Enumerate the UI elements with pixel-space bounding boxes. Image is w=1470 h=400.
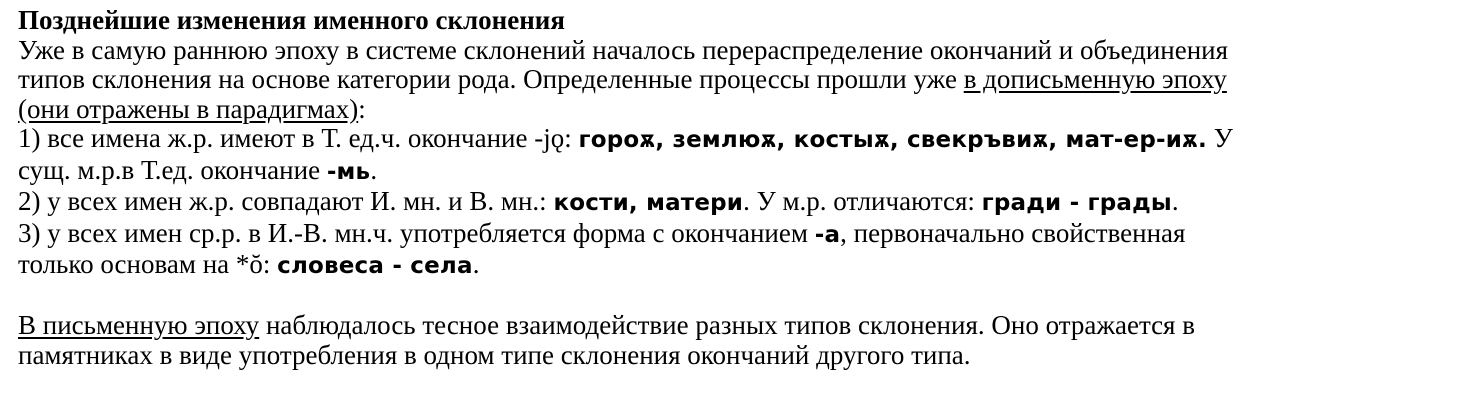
paragraph-gap [18, 282, 1470, 312]
list-item-3-cont [18, 250, 1470, 282]
old-slavonic-forms: гороѫ, землюѫ, костыѫ, свекръвиѫ, мат-ер-иѫ. [578, 127, 1207, 153]
list-item-3 [18, 219, 1470, 251]
intro-text: типов склонения на основе категории рода. Определенные процессы прошли уже [18, 64, 964, 94]
item-text: . У м.р. отличаются: [743, 186, 982, 216]
item-text: , первоначально свойственная [840, 217, 1186, 248]
intro-text: : [358, 93, 366, 124]
old-slavonic-forms: кости, матери [553, 190, 744, 216]
outro-line-1 [18, 311, 1470, 341]
old-slavonic-ending: -мь [326, 158, 371, 185]
old-slavonic-forms: гради - грады [981, 190, 1172, 216]
list-item-1 [18, 124, 1470, 156]
old-slavonic-ending: -а [814, 221, 841, 248]
item-text: . [370, 154, 378, 185]
intro-line-2 [18, 65, 1470, 95]
section-title: Позднейшие изменения именного склонения [18, 5, 565, 35]
item-text: . [1171, 186, 1179, 216]
item-text: У [1207, 123, 1233, 153]
item-text: 2) у всех имен ж.р. совпадают И. мн. и В. мн.: [18, 186, 554, 216]
intro-line-3 [18, 95, 1470, 125]
list-item-2 [18, 187, 1470, 219]
item-text: только основам на *ŏ: [18, 249, 278, 279]
list-item-1-cont [18, 156, 1470, 188]
outro-text: наблюдалось тесное взаимодействие разных типов склонения. Оно отражается в [259, 310, 1195, 340]
old-slavonic-forms: словеса - села [277, 253, 473, 279]
underlined-phrase-preliterate-era: в дописьменную эпоху [963, 64, 1227, 94]
outro-line-2 [18, 341, 1470, 371]
underlined-phrase-paradigms: (они отражены в парадигмах) [18, 93, 359, 124]
item-text: 3) у всех имен ср.р. в И.-В. мн.ч. употребляется форма с окончанием [18, 217, 815, 248]
item-text: 1) все имена ж.р. имеют в Т. ед.ч. окончание -jǫ: [18, 123, 579, 153]
intro-line-1 [18, 36, 1470, 66]
intro-text: Уже в самую раннюю эпоху в системе склонений началось перераспределение окончаний и объединения [18, 34, 1229, 65]
item-text: сущ. м.р.в Т.ед. окончание [18, 154, 327, 185]
item-text: . [472, 249, 480, 279]
underlined-phrase-literate-era: В письменную эпоху [18, 310, 260, 340]
outro-text: памятниках в виде употребления в одном типе склонения окончаний другого типа. [18, 339, 971, 370]
